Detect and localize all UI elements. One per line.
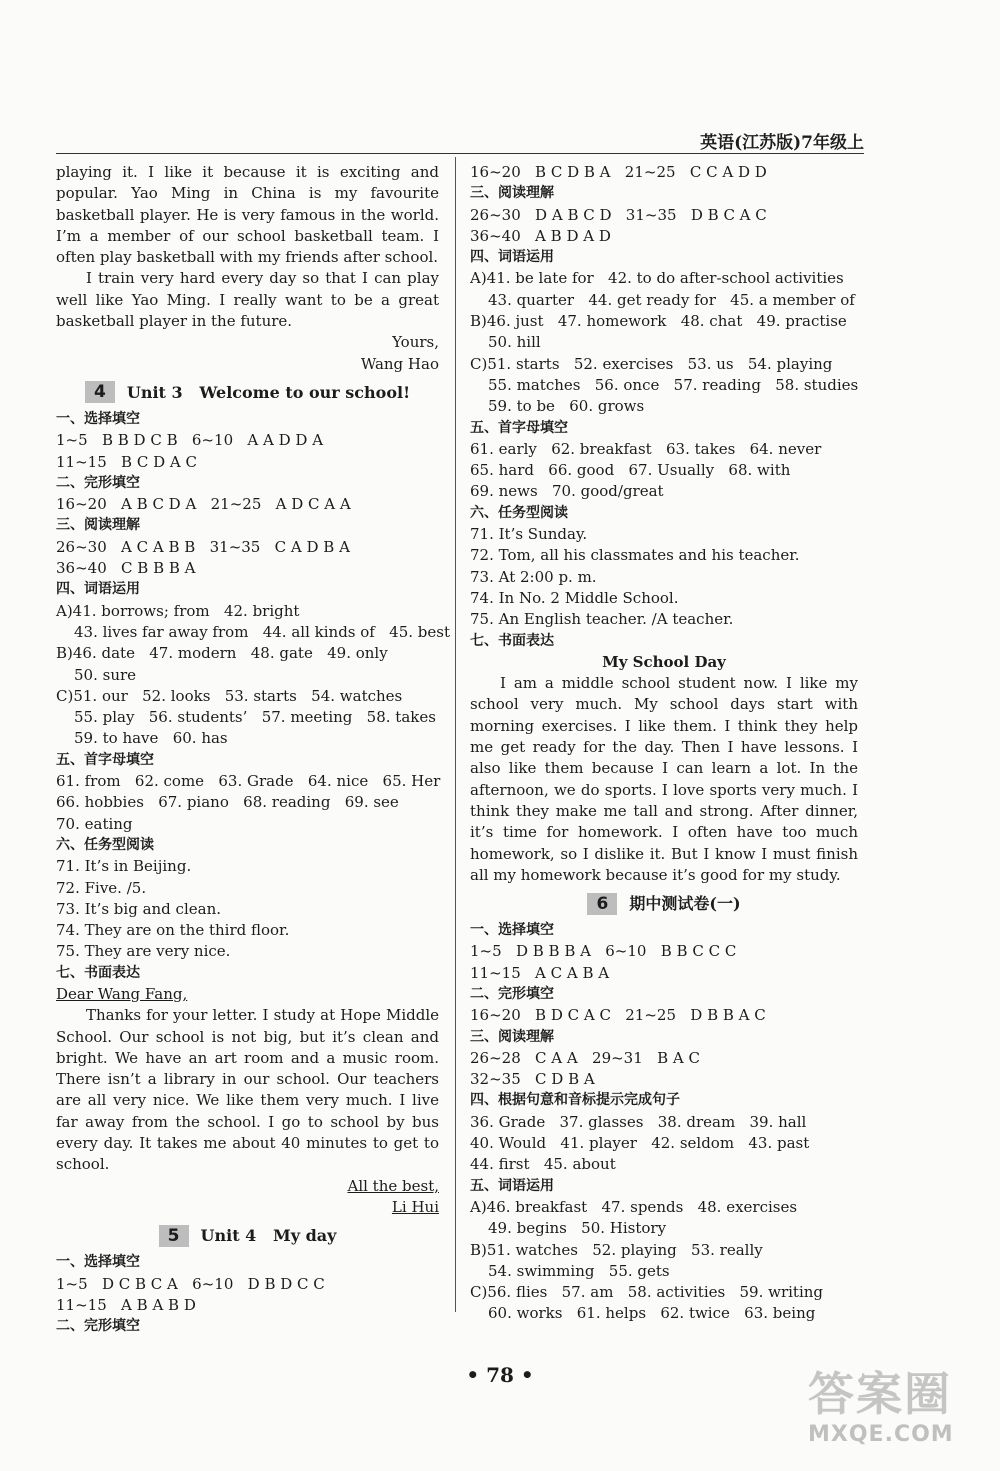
- answer-line: B)46. date 47. modern 48. gate 49. only: [56, 644, 388, 663]
- answer-line: 32~35 C D B A: [470, 1070, 595, 1089]
- unit-title: Unit 3 Welcome to our school!: [126, 382, 411, 402]
- answer-line: 66. hobbies 67. piano 68. reading 69. see: [56, 793, 399, 812]
- answer-line: 1~5 D B B B A 6~10 B B C C C: [470, 942, 737, 961]
- answer-line: A)41. be late for 42. to do after-school activities: [470, 269, 844, 288]
- answer-line: 1~5 B B D C B 6~10 A A D D A: [56, 431, 324, 450]
- unit-number-badge: 4: [85, 381, 115, 403]
- answer-line: 55. play 56. students’ 57. meeting 58. takes: [74, 708, 436, 727]
- answer-line: 36~40 A B D A D: [470, 226, 611, 245]
- answer-line: 73. It’s big and clean.: [56, 899, 221, 918]
- answer-line: 1~5 D C B C A 6~10 D B D C C: [56, 1274, 325, 1293]
- page-number: • 78 •: [466, 1363, 534, 1387]
- sign-name: Wang Hao: [360, 354, 439, 373]
- letter-name-text: Li Hui: [391, 1197, 439, 1216]
- section-heading: 二、完形填空: [56, 1318, 140, 1335]
- essay-body: I am a middle school student now. I like my school very much. My school days start with morning exercises. I like them. I think they help me get ready for the day. Then I have lessons. I also like them because I can learn a lot. In the afternoon, we do sports. I love sports very much. I think they make me tall and strong. After dinner, it’s time for homework. I often have too much homework, so I dislike it. But I know I must finish all my homework because it’s good for my study.: [470, 674, 858, 884]
- unit-title: 期中测试卷(一): [629, 893, 741, 913]
- letter-greeting: Dear Wang Fang,: [56, 984, 188, 1003]
- column-divider: [455, 157, 456, 1312]
- answer-line: 60. works 61. helps 62. twice 63. being: [488, 1304, 816, 1323]
- section-heading: 二、完形填空: [56, 474, 140, 491]
- section-heading: 五、首字母填空: [470, 419, 568, 436]
- answer-line: 71. It’s in Beijing.: [56, 857, 192, 876]
- answer-line: 61. early 62. breakfast 63. takes 64. never: [470, 439, 822, 458]
- answer-line: 16~20 B C D B A 21~25 C C A D D: [470, 163, 767, 181]
- section-heading: 一、选择填空: [56, 1254, 140, 1271]
- section-heading: 六、任务型阅读: [470, 504, 568, 521]
- letter-close-text: All the best,: [347, 1176, 439, 1195]
- answer-line: 75. An English teacher. /A teacher.: [470, 610, 734, 629]
- answer-line: 50. sure: [74, 665, 137, 684]
- answer-line: 61. from 62. come 63. Grade 64. nice 65. Her: [56, 772, 441, 791]
- answer-line: 11~15 A C A B A: [470, 963, 610, 982]
- page-header-title: 英语(江苏版)7年级上: [700, 133, 864, 153]
- answer-line: 54. swimming 55. gets: [488, 1261, 670, 1280]
- answer-line: 71. It’s Sunday.: [470, 525, 588, 544]
- section-heading: 一、选择填空: [470, 922, 554, 939]
- answer-line: 44. first 45. about: [470, 1155, 616, 1174]
- answer-line: 26~30 D A B C D 31~35 D B C A C: [470, 205, 767, 224]
- answer-line: 11~15 B C D A C: [56, 452, 197, 471]
- answer-line: 72. Five. /5.: [56, 878, 147, 897]
- answer-line: 26~30 A C A B B 31~35 C A D B A: [56, 537, 350, 556]
- answer-line: 36~40 C B B B A: [56, 559, 196, 578]
- sign-yours: Yours,: [392, 333, 439, 352]
- essay-title: My School Day: [602, 652, 726, 671]
- unit-heading: [470, 890, 858, 917]
- answer-line: A)41. borrows; from 42. bright: [56, 601, 300, 620]
- unit-heading: [56, 379, 439, 406]
- answer-line: 59. to have 60. has: [74, 729, 228, 748]
- answer-line: 43. lives far away from 44. all kinds of 45. best: [74, 622, 450, 641]
- section-heading: 二、完形填空: [470, 985, 554, 1002]
- answer-line: 55. matches 56. once 57. reading 58. studies: [488, 375, 859, 394]
- answer-line: 74. In No. 2 Middle School.: [470, 588, 679, 607]
- answer-line: B)46. just 47. homework 48. chat 49. practise: [470, 312, 847, 331]
- answer-line: 75. They are very nice.: [56, 942, 231, 961]
- unit-number-badge: 5: [159, 1225, 189, 1247]
- unit-heading: [56, 1222, 439, 1249]
- answer-line: 11~15 A B A B D: [56, 1295, 196, 1314]
- answer-line: 16~20 A B C D A 21~25 A D C A A: [56, 495, 351, 514]
- answer-line: C)51. starts 52. exercises 53. us 54. playing: [470, 354, 833, 373]
- section-heading: 一、选择填空: [56, 410, 140, 427]
- answer-line: 65. hard 66. good 67. Usually 68. with: [470, 461, 791, 480]
- answer-line: C)56. flies 57. am 58. activities 59. writing: [470, 1283, 824, 1302]
- section-heading: 三、阅读理解: [470, 185, 554, 202]
- intro-paragraph-1: playing it. I like it because it is exciting and popular. Yao Ming in China is my favourite basketball player. He is very famous in the world. I’m a member of our school basketball team. I often play basketball with my friends after school.: [56, 163, 439, 267]
- answer-line: 72. Tom, all his classmates and his teacher.: [470, 546, 800, 565]
- header-rule: [56, 153, 864, 154]
- answer-line: 26~28 C A A 29~31 B A C: [470, 1048, 700, 1067]
- unit-number-badge: 6: [587, 893, 617, 915]
- unit-title: Unit 4 My day: [200, 1226, 337, 1246]
- answer-line: 73. At 2:00 p. m.: [470, 567, 597, 586]
- section-heading: 三、阅读理解: [56, 517, 140, 534]
- answer-line: 59. to be 60. grows: [488, 397, 645, 416]
- answer-line: C)51. our 52. looks 53. starts 54. watches: [56, 686, 403, 705]
- answer-line: 40. Would 41. player 42. seldom 43. past: [470, 1134, 810, 1153]
- answer-line: 74. They are on the third floor.: [56, 921, 290, 940]
- watermark-text: 答案圈: [808, 1367, 952, 1421]
- left-column: [56, 162, 450, 1337]
- letter-body: Thanks for your letter. I study at Hope Middle School. Our school is not big, but it’s clean and bright. We have an art room and a music room. There isn’t a library in our school. Our teachers are all very nice. We like them very much. I live far away from the school. I go to school by bus every day. It takes me about 40 minutes to get to school.: [56, 1006, 439, 1174]
- section-heading: 七、书面表达: [470, 632, 554, 649]
- section-heading: 四、根据句意和音标提示完成句子: [470, 1092, 680, 1109]
- section-heading: 四、词语运用: [56, 581, 140, 598]
- answer-line: 50. hill: [488, 333, 541, 352]
- answer-line: 16~20 B D C A C 21~25 D B B A C: [470, 1006, 766, 1025]
- section-heading: 五、首字母填空: [56, 751, 154, 768]
- intro-paragraph-2: I train very hard every day so that I can play well like Yao Ming. I really want to be a great basketball player in the future.: [56, 269, 439, 331]
- answer-line: B)51. watches 52. playing 53. really: [470, 1240, 763, 1259]
- section-heading: 五、词语运用: [470, 1177, 554, 1194]
- answer-line: 69. news 70. good/great: [470, 482, 664, 501]
- watermark-logo: [808, 1358, 978, 1468]
- letter-signature: [56, 1197, 439, 1218]
- answer-line: A)46. breakfast 47. spends 48. exercises: [470, 1197, 798, 1216]
- answer-line: 43. quarter 44. get ready for 45. a member of: [488, 290, 855, 309]
- answer-line: 70. eating: [56, 814, 133, 833]
- answer-line: 36. Grade 37. glasses 38. dream 39. hall: [470, 1112, 807, 1131]
- section-heading: 六、任务型阅读: [56, 836, 154, 853]
- section-heading: 三、阅读理解: [470, 1028, 554, 1045]
- right-column: [470, 162, 858, 1325]
- section-heading: 四、词语运用: [470, 249, 554, 266]
- watermark-url: MXQE.COM: [808, 1422, 954, 1447]
- section-heading: 七、书面表达: [56, 964, 140, 981]
- answer-line: 49. begins 50. History: [488, 1219, 667, 1238]
- letter-closing: [56, 1176, 439, 1197]
